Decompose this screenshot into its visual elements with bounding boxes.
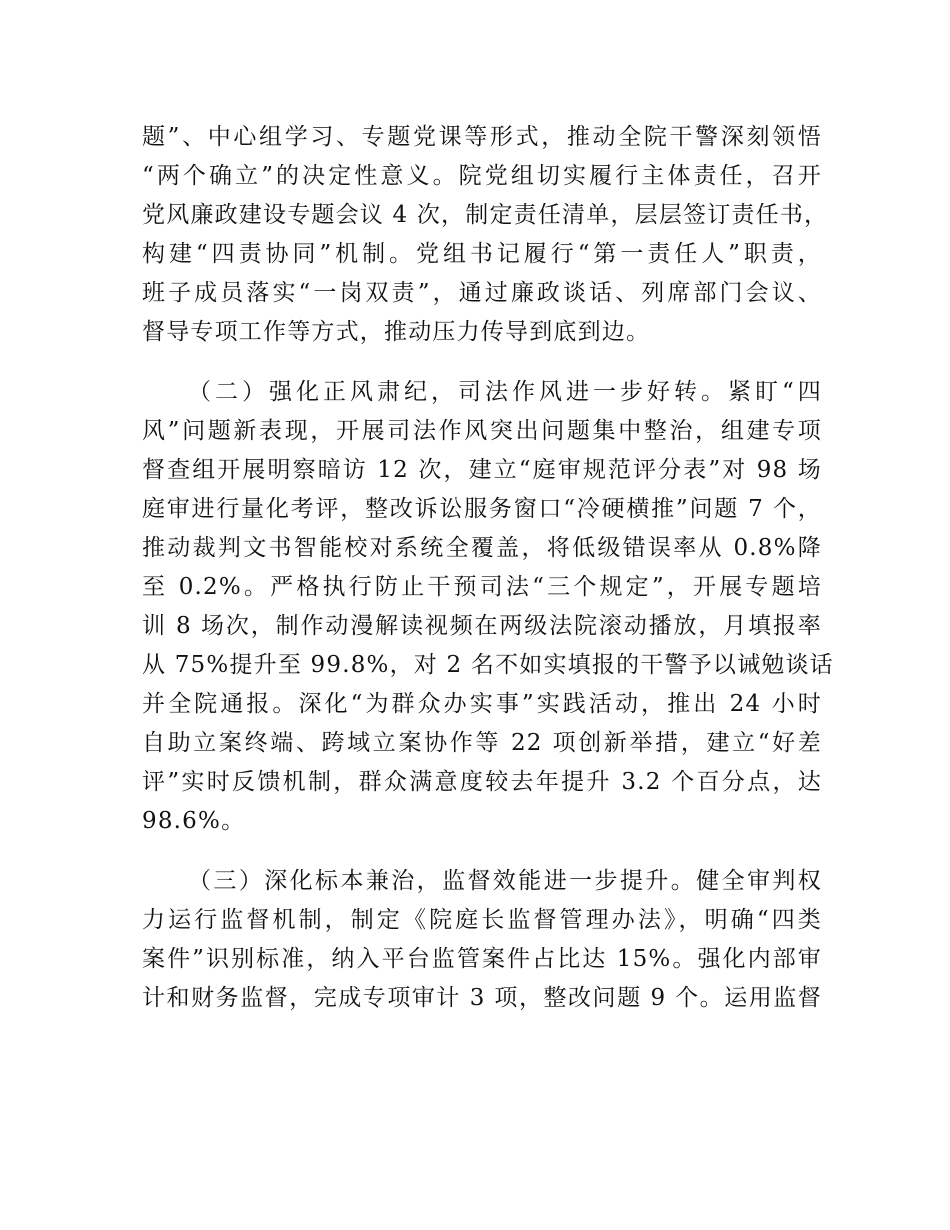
paragraph-gap bbox=[142, 352, 822, 373]
text-line: “两个确立”的决定性意义。院党组切实履行主体责任，召开 bbox=[142, 163, 822, 189]
text-line: 评”实时反馈机制，群众满意度较去年提升 3.2 个百分点，达 bbox=[142, 769, 822, 795]
paragraph-gap bbox=[142, 841, 822, 862]
text-line: 班子成员落实“一岗双责”，通过廉政谈话、列席部门会议、 bbox=[142, 280, 822, 306]
text-line: 党风廉政建设专题会议 4 次，制定责任清单，层层签订责任书， bbox=[142, 202, 829, 228]
text-line: 题”、中心组学习、专题党课等形式，推动全院干警深刻领悟 bbox=[142, 124, 822, 150]
section-heading-line: （三）深化标本兼治，监督效能进一步提升。健全审判权 bbox=[188, 868, 822, 894]
paragraph-judicial-conduct bbox=[142, 373, 834, 841]
text-line: 自助立案终端、跨域立案协作等 22 项创新举措，建立“好差 bbox=[142, 730, 822, 756]
text-line: 督导专项工作等方式，推动压力传导到底到边。 bbox=[142, 319, 651, 345]
text-line: 庭审进行量化考评，整改诉讼服务窗口“冷硬横推”问题 7 个， bbox=[142, 496, 822, 522]
text-line: 督查组开展明察暗访 12 次，建立“庭审规范评分表”对 98 场 bbox=[142, 457, 822, 483]
text-line: 至 0.2%。严格执行防止干预司法“三个规定”，开展专题培 bbox=[142, 574, 822, 600]
text-line: 案件”识别标准，纳入平台监管案件占比达 15%。强化内部审 bbox=[142, 946, 822, 972]
text-line: 训 8 场次，制作动漫解读视频在两级法院滚动播放，月填报率 bbox=[142, 613, 822, 639]
text-line: 构建“四责协同”机制。党组书记履行“第一责任人”职责， bbox=[142, 241, 822, 267]
text-line: 力运行监督机制，制定《院庭长监督管理办法》，明确“四类 bbox=[142, 907, 822, 933]
text-line: 风”问题新表现，开展司法作风突出问题集中整治，组建专项 bbox=[142, 418, 822, 444]
text-line: 计和财务监督，完成专项审计 3 项，整改问题 9 个。运用监督 bbox=[142, 985, 822, 1011]
text-line: 从 75%提升至 99.8%，对 2 名不如实填报的干警予以诫勉谈话 bbox=[142, 652, 834, 678]
paragraph-party-responsibility bbox=[142, 118, 829, 352]
document-body bbox=[142, 118, 834, 1018]
paragraph-supervision bbox=[142, 862, 822, 1018]
text-line: 并全院通报。深化“为群众办实事”实践活动，推出 24 小时 bbox=[142, 691, 822, 717]
text-line: 98.6%。 bbox=[142, 808, 246, 834]
text-line: 推动裁判文书智能校对系统全覆盖，将低级错误率从 0.8%降 bbox=[142, 535, 822, 561]
section-heading-line: （二）强化正风肃纪，司法作风进一步好转。紧盯“四 bbox=[188, 379, 822, 405]
